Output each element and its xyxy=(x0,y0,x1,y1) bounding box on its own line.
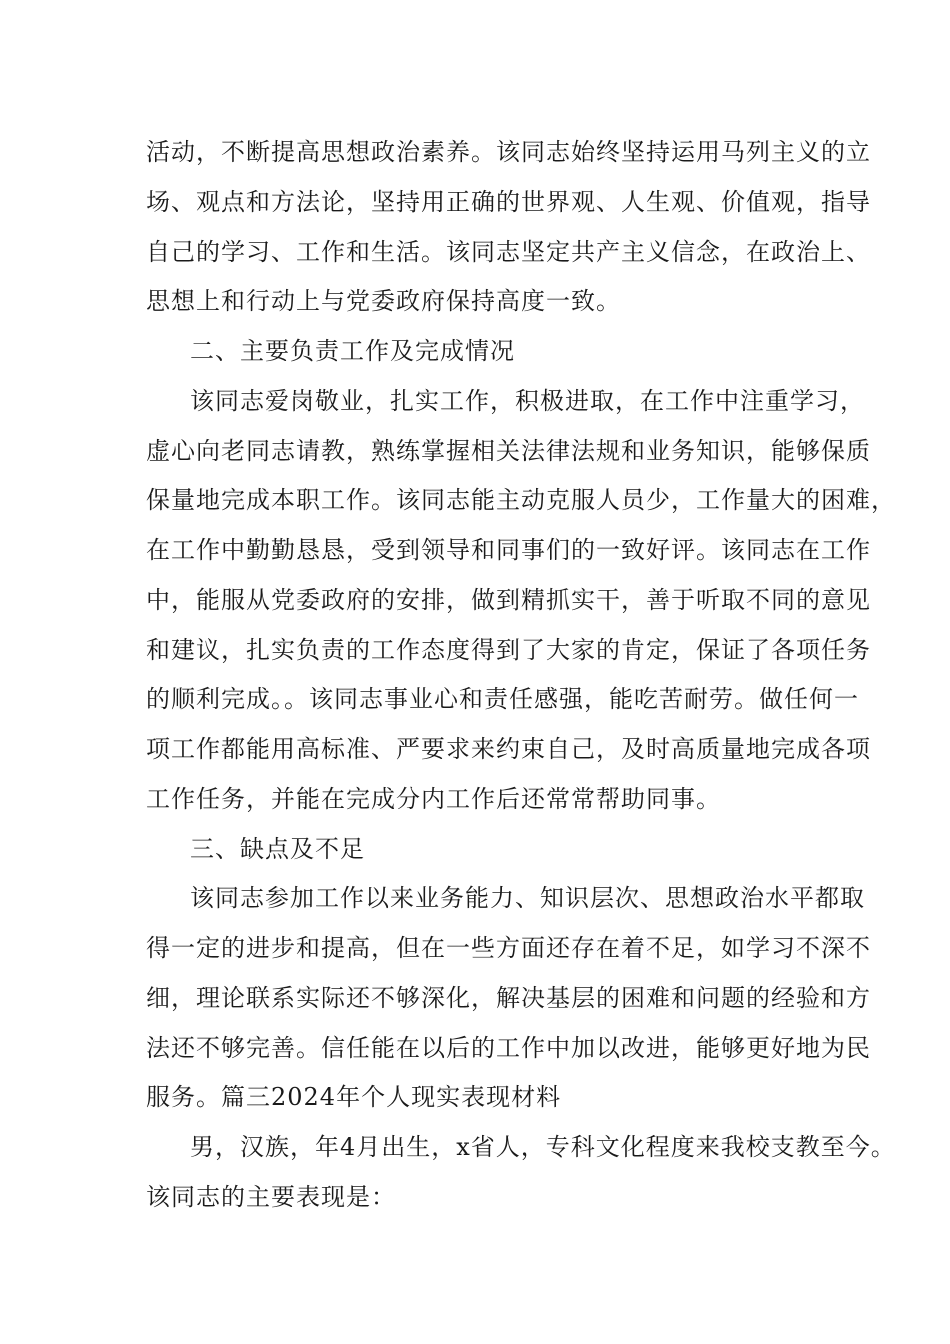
body-text-line: 的顺利完成。。该同志事业心和责任感强，能吃苦耐劳。做任何一 xyxy=(146,685,859,713)
section-heading: 二、主要负责工作及完成情况 xyxy=(190,337,515,365)
body-text-line: 自己的学习、工作和生活。该同志坚定共产主义信念，在政治上、 xyxy=(146,238,871,266)
body-text-line: 中，能服从党委政府的安排，做到精抓实干，善于听取不同的意见 xyxy=(146,586,871,614)
body-text-line: 工作任务，并能在完成分内工作后还常常帮助同事。 xyxy=(146,785,721,813)
body-text-line: 项工作都能用高标准、严要求来约束自己，及时高质量地完成各项 xyxy=(146,735,871,763)
body-text-line: 活动，不断提高思想政治素养。该同志始终坚持运用马列主义的立 xyxy=(146,138,871,166)
section-heading: 三、缺点及不足 xyxy=(190,835,365,863)
body-text-line: 场、观点和方法论，坚持用正确的世界观、人生观、价值观，指导 xyxy=(146,188,871,216)
body-text-line: 该同志爱岗敬业，扎实工作，积极进取，在工作中注重学习， xyxy=(190,387,865,415)
body-text-line: 法还不够完善。信任能在以后的工作中加以改进，能够更好地为民 xyxy=(146,1034,871,1062)
body-text-line: 在工作中勤勤恳恳，受到领导和同事们的一致好评。该同志在工作 xyxy=(146,536,871,564)
body-text-line: 得一定的进步和提高，但在一些方面还存在着不足，如学习不深不 xyxy=(146,934,871,962)
body-text-line: 保量地完成本职工作。该同志能主动克服人员少，工作量大的困难， xyxy=(146,486,896,514)
body-text-line: 男，汉族，年4月出生，x省人，专科文化程度来我校支教至今。 xyxy=(190,1133,896,1161)
body-text-line: 该同志的主要表现是： xyxy=(146,1183,396,1211)
body-text-line: 思想上和行动上与党委政府保持高度一致。 xyxy=(146,287,621,315)
body-text-line: 服务。篇三2024年个人现实表现材料 xyxy=(146,1083,562,1111)
body-text-line: 虚心向老同志请教，熟练掌握相关法律法规和业务知识，能够保质 xyxy=(146,437,871,465)
body-text-line: 细，理论联系实际还不够深化，解决基层的困难和问题的经验和方 xyxy=(146,984,871,1012)
body-text-line: 该同志参加工作以来业务能力、知识层次、思想政治水平都取 xyxy=(190,884,865,912)
body-text-line: 和建议，扎实负责的工作态度得到了大家的肯定，保证了各项任务 xyxy=(146,636,871,664)
